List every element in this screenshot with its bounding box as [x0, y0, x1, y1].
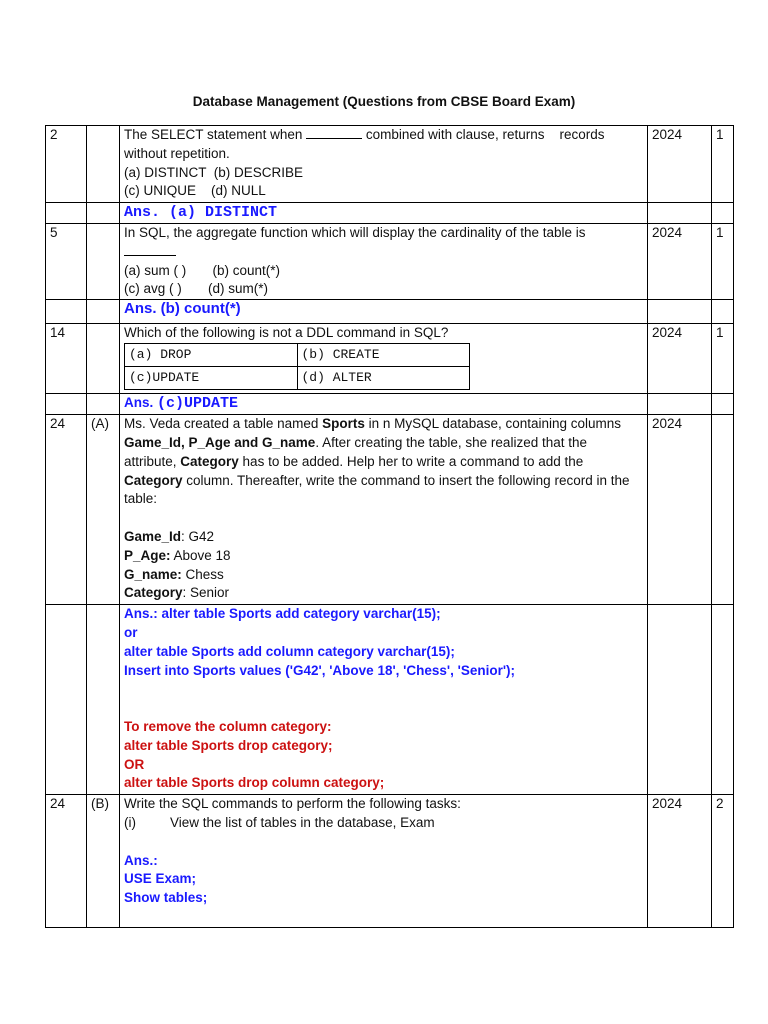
answer-line: alter table Sports add column category varchar(15); — [124, 643, 455, 659]
empty-cell — [46, 300, 87, 324]
empty-cell — [648, 605, 712, 795]
question-number: 2 — [46, 126, 87, 203]
empty-cell — [87, 300, 120, 324]
answer-row — [46, 300, 734, 324]
option-c: (c)UPDATE — [125, 366, 298, 389]
marks-cell: 2 — [712, 795, 734, 928]
empty-cell — [87, 203, 120, 224]
answer-note: alter table Sports drop column category; — [124, 775, 385, 791]
question-part: (B) — [87, 795, 120, 928]
empty-cell — [712, 203, 734, 224]
question-text-bold: Category — [124, 472, 183, 488]
answer-line: Ans.: — [124, 852, 158, 868]
question-text — [120, 324, 648, 394]
record-label: Category — [124, 585, 183, 601]
question-number: 24 — [46, 795, 87, 928]
question-number: 24 — [46, 415, 87, 605]
question-text-bold: Game_Id, P_Age and G_name — [124, 434, 316, 450]
sub-question-number: (i) — [124, 814, 136, 830]
answer-line: or — [124, 624, 138, 640]
empty-cell — [712, 394, 734, 415]
empty-cell — [648, 300, 712, 324]
question-part — [87, 126, 120, 203]
question-text — [120, 224, 648, 300]
empty-cell — [87, 394, 120, 415]
answer-text — [120, 605, 648, 795]
empty-cell — [87, 605, 120, 795]
record-value: Above 18 — [170, 547, 231, 563]
question-row — [46, 126, 734, 203]
options-line: (c) avg ( ) (d) sum(*) — [124, 281, 269, 297]
answer-text — [120, 203, 648, 224]
question-part — [87, 324, 120, 394]
question-text-part: in n MySQL database, containing columns — [364, 416, 622, 432]
question-text-part: The SELECT statement when — [124, 127, 303, 142]
question-number: 5 — [46, 224, 87, 300]
answer-row — [46, 605, 734, 795]
question-row — [46, 415, 734, 605]
question-text-bold: Category — [180, 453, 239, 469]
empty-cell — [712, 605, 734, 795]
answer-text — [120, 300, 648, 324]
question-text-part: Write the SQL commands to perform the following tasks: — [124, 796, 461, 812]
options-line: (a) DISTINCT (b) DESCRIBE — [124, 164, 304, 180]
answer-row — [46, 203, 734, 224]
year-cell: 2024 — [648, 224, 712, 300]
answer-row — [46, 394, 734, 415]
year-cell: 2024 — [648, 126, 712, 203]
question-text-part: Ms. Veda created a table named — [124, 416, 323, 432]
options-line: (c) UNIQUE (d) NULL — [124, 183, 266, 199]
options-line: (a) sum ( ) (b) count(*) — [124, 262, 281, 278]
question-text — [120, 415, 648, 605]
question-text-part: In SQL, the aggregate function which will display the cardinality of the table is — [124, 225, 586, 240]
answer-line: Show tables; — [124, 890, 208, 906]
question-text-part: Which of the following is not a DDL command in SQL? — [124, 325, 449, 341]
fill-blank — [124, 243, 176, 256]
empty-cell — [46, 605, 87, 795]
answer-note: To remove the column category: — [124, 718, 332, 734]
answer-note: OR — [124, 756, 145, 772]
marks-cell — [712, 415, 734, 605]
marks-cell: 1 — [712, 224, 734, 300]
empty-cell — [46, 394, 87, 415]
record-label: Game_Id — [124, 528, 182, 544]
question-text-part: . After creating the table, she realized that the attribute, — [124, 434, 587, 469]
question-row — [46, 795, 734, 928]
record-label: G_name: — [124, 566, 182, 582]
fill-blank — [306, 126, 362, 139]
question-text-part: column. Thereafter, write the command to insert the following record in the table: — [124, 472, 630, 507]
year-cell: 2024 — [648, 324, 712, 394]
option-a: (a) DROP — [125, 343, 298, 366]
record-value: Chess — [181, 566, 224, 582]
marks-cell: 1 — [712, 126, 734, 203]
year-cell: 2024 — [648, 415, 712, 605]
answer-prefix: Ans. — [124, 395, 154, 411]
document-title: Database Management (Questions from CBSE Board Exam) — [192, 94, 576, 109]
question-text-bold: Sports — [322, 416, 365, 432]
empty-cell — [712, 300, 734, 324]
options-table — [124, 343, 470, 390]
questions-table — [45, 125, 734, 928]
question-number: 14 — [46, 324, 87, 394]
question-text-part: without repetition. — [124, 145, 230, 161]
record-value: : Senior — [182, 585, 230, 601]
question-text-part: combined with clause, returns — [365, 127, 545, 142]
option-d: (d) ALTER — [297, 366, 470, 389]
record-label: P_Age: — [124, 547, 171, 563]
year-cell: 2024 — [648, 795, 712, 928]
answer-note: alter table Sports drop category; — [124, 737, 333, 753]
question-row — [46, 324, 734, 394]
question-text-part: records — [559, 127, 605, 142]
option-b: (b) CREATE — [297, 343, 470, 366]
question-text — [120, 795, 648, 928]
answer-line: Insert into Sports values ('G42', 'Above 18', 'Chess', 'Senior'); — [124, 662, 516, 678]
empty-cell — [46, 203, 87, 224]
empty-cell — [648, 394, 712, 415]
sub-question-text: View the list of tables in the database, Exam — [170, 814, 435, 830]
answer-label: Ans. (b) count(*) — [124, 300, 241, 318]
question-part — [87, 224, 120, 300]
answer-text — [120, 394, 648, 415]
answer-line: Ans.: alter table Sports add category varchar(15); — [124, 606, 441, 622]
answer-label: (c)UPDATE — [157, 395, 239, 413]
question-text-part: has to be added. Help her to write a command to add the — [238, 453, 584, 469]
question-part: (A) — [87, 415, 120, 605]
answer-line: USE Exam; — [124, 871, 197, 887]
marks-cell: 1 — [712, 324, 734, 394]
question-row — [46, 224, 734, 300]
record-value: : G42 — [181, 528, 215, 544]
answer-label: Ans. (a) DISTINCT — [124, 204, 278, 221]
question-text — [120, 126, 648, 203]
empty-cell — [648, 203, 712, 224]
